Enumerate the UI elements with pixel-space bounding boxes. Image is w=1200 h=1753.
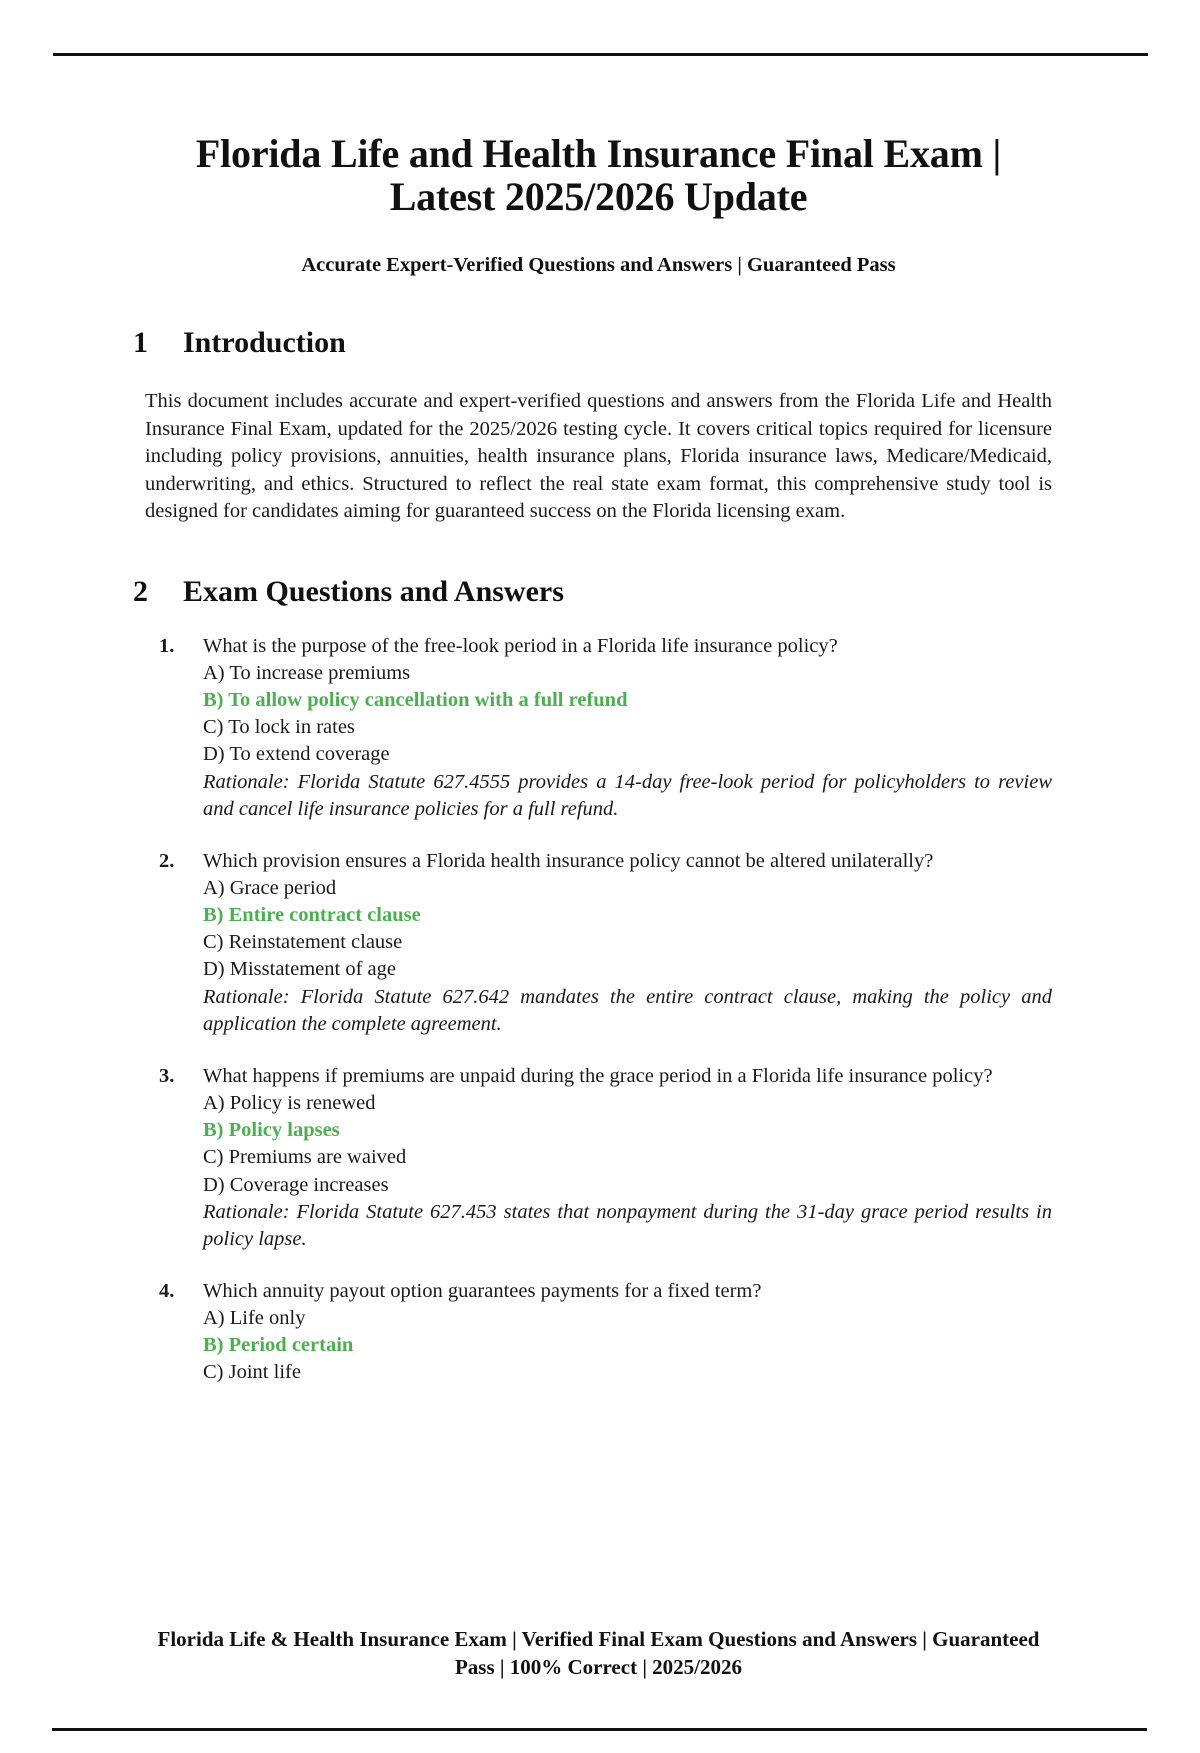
answer-option-correct[interactable]: B) Entire contract clause xyxy=(203,904,421,927)
answer-option[interactable]: C) Joint life xyxy=(203,1361,301,1384)
section-title: Introduction xyxy=(183,326,346,360)
answer-option[interactable]: D) To extend coverage xyxy=(203,743,390,766)
answer-option[interactable]: A) To increase premiums xyxy=(203,661,411,684)
question-rationale: Rationale: Florida Statute 627.642 mandates the entire contract clause, making the policy and application the complete agreement. xyxy=(203,985,1052,1035)
answer-option-correct[interactable]: B) Policy lapses xyxy=(203,1119,340,1142)
document-content xyxy=(0,132,1200,1387)
question-text: What is the purpose of the free-look period in a Florida life insurance policy? xyxy=(203,634,838,657)
page-subtitle: Accurate Expert-Verified Questions and Answers | Guaranteed Pass xyxy=(301,254,896,277)
document-page xyxy=(0,53,1200,1753)
question-text: What happens if premiums are unpaid during the grace period in a Florida life insurance policy? xyxy=(203,1064,993,1087)
question-rationale: Rationale: Florida Statute 627.453 states that nonpayment during the 31-day grace period results in policy lapse. xyxy=(203,1200,1052,1250)
answer-option[interactable]: A) Policy is renewed xyxy=(203,1092,376,1115)
answer-option-correct[interactable]: B) To allow policy cancellation with a full refund xyxy=(203,689,628,712)
question-number: 2. xyxy=(159,849,175,872)
question-number: 4. xyxy=(159,1280,175,1302)
answer-option[interactable]: A) Life only xyxy=(203,1307,306,1330)
answer-option[interactable]: C) Premiums are waived xyxy=(203,1146,407,1169)
question-item xyxy=(145,1063,1052,1253)
section-title: Exam Questions and Answers xyxy=(183,574,564,608)
header-rule xyxy=(53,53,1148,56)
section-heading-exam-questions xyxy=(133,575,1052,609)
question-item xyxy=(145,1278,1052,1387)
question-item xyxy=(145,633,1052,823)
footer-rule xyxy=(52,1728,1147,1731)
question-number: 1. xyxy=(159,634,175,657)
answer-option-correct[interactable]: B) Period certain xyxy=(203,1334,354,1357)
introduction-paragraph: This document includes accurate and expert-verified questions and answers from the Florida Life and Health Insurance Final Exam, updated for the 2025/2026 testing cycle. It covers critical topics required for licensure including policy provisions, annuities, health insurance plans, Florida insurance laws, Medicare/Medicaid, underwriting, and ethics. Structured to reflect the real state exam format, this comprehensive study tool is designed for candidates aiming for guaranteed success on the Florida licensing exam. xyxy=(145,390,1052,523)
question-number: 3. xyxy=(159,1064,175,1087)
section-number: 2 xyxy=(133,574,148,608)
answer-option[interactable]: D) Coverage increases xyxy=(203,1173,389,1196)
question-rationale: Rationale: Florida Statute 627.4555 provides a 14-day free-look period for policyholders to review and cancel life insurance policies for a full refund. xyxy=(203,770,1052,820)
answer-option[interactable]: D) Misstatement of age xyxy=(203,958,396,981)
question-list xyxy=(145,633,1052,1387)
section-heading-introduction xyxy=(133,326,1052,360)
question-item xyxy=(145,848,1052,1038)
question-text: Which annuity payout option guarantees payments for a fixed term? xyxy=(203,1280,762,1302)
answer-option[interactable]: C) To lock in rates xyxy=(203,716,355,739)
question-text: Which provision ensures a Florida health insurance policy cannot be altered unilaterally? xyxy=(203,849,934,872)
section-number: 1 xyxy=(133,326,148,360)
page-title: Florida Life and Health Insurance Final Exam | Latest 2025/2026 Update xyxy=(195,131,1002,220)
answer-option[interactable]: C) Reinstatement clause xyxy=(203,931,403,954)
answer-option[interactable]: A) Grace period xyxy=(203,876,337,899)
page-footer: Florida Life & Health Insurance Exam | Verified Final Exam Questions and Answers | Guaranteed Pass | 100% Correct | 2025/2026 xyxy=(157,1627,1040,1679)
